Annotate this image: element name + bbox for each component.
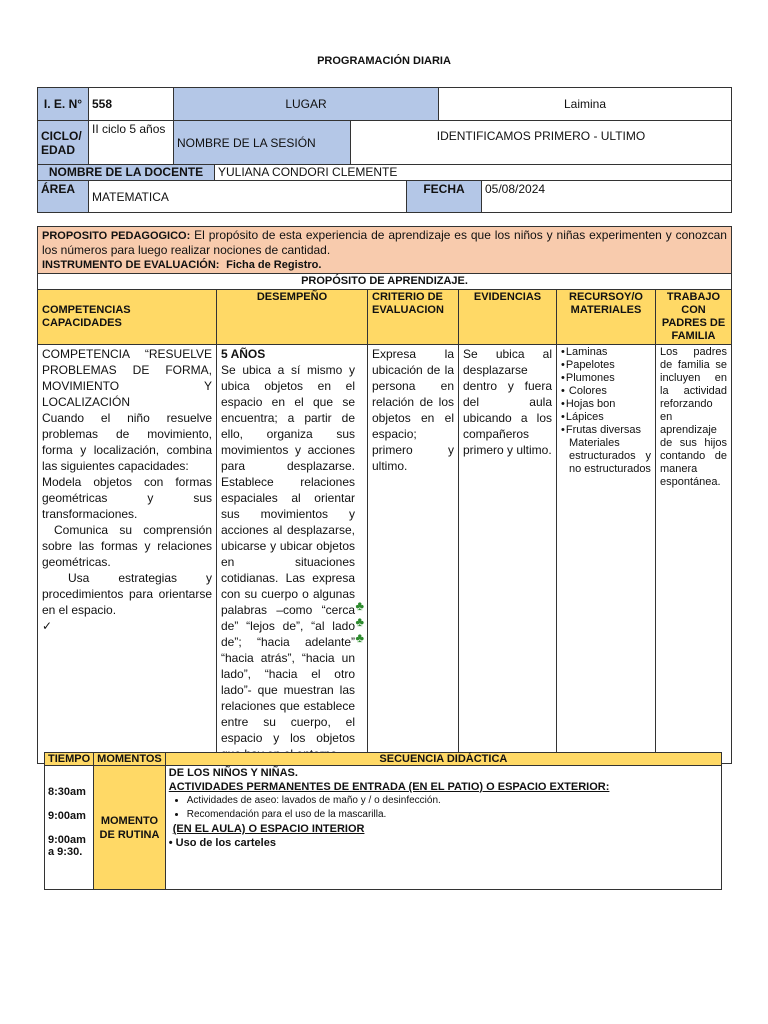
col-momentos: MOMENTOS xyxy=(94,753,166,766)
sesion-label: NOMBRE DE LA SESIÓN xyxy=(174,121,351,165)
seq-bullet-3-text: Uso de los carteles xyxy=(175,837,276,849)
clover-icon: ♣ xyxy=(355,613,365,629)
recurso-item: • Colores xyxy=(569,385,651,398)
recurso-item: • Papelotes xyxy=(569,359,651,372)
seq-bullet: • Actividades de aseo: lavados de maño y / o desinfección. xyxy=(187,794,718,808)
seq-list-1 xyxy=(169,794,718,822)
check-icon: ✓ xyxy=(42,619,53,633)
docente-label: NOMBRE DE LA DOCENTE xyxy=(38,165,215,181)
recurso-item: Materiales estructurados y no estructurados xyxy=(569,437,651,475)
recurso-item: • Hojas bon xyxy=(569,398,651,411)
ciclo-label: CICLO/ EDAD xyxy=(38,121,89,165)
capacidad-3: Usa estrategias y procedimientos para orientarse en el espacio. xyxy=(42,571,212,617)
recursos-cell xyxy=(557,345,656,764)
competencia-intro: Cuando el niño resuelve problemas de movimiento, forma y localización, combina las siguientes capacidades: xyxy=(42,411,212,473)
docente-row xyxy=(37,164,732,181)
col-recursos: RECURSOY/O MATERIALES xyxy=(557,290,656,345)
capacidad-1: Modela objetos con formas geométricas y sus transformaciones. xyxy=(42,475,212,521)
ciclo-value: II ciclo 5 años xyxy=(89,121,174,165)
area-row xyxy=(37,180,732,213)
lugar-label: LUGAR xyxy=(174,88,439,121)
criterio-cell: Expresa la ubicación de la persona en relación de los objetos en el espacio; primero y ultimo. xyxy=(368,345,459,764)
sequence-table xyxy=(44,752,722,890)
col-competencias: COMPETENCIAS CAPACIDADES xyxy=(38,290,217,345)
fecha-label: FECHA xyxy=(407,181,482,213)
pedagogico-label: PROPOSITO PEDAGOGICO: xyxy=(42,230,191,242)
recurso-item: • Lápices xyxy=(569,411,651,424)
edad-label: 5 AÑOS xyxy=(221,347,266,361)
seq-line-2: ACTIVIDADES PERMANENTES DE ENTRADA (EN EL PATIO) O ESPACIO EXTERIOR: xyxy=(168,781,610,793)
recurso-item: • Laminas xyxy=(569,346,651,359)
seq-line-3: (EN EL AULA) O ESPACIO INTERIOR xyxy=(172,823,365,835)
col-trabajo: TRABAJO CON PADRES DE FAMILIA xyxy=(656,290,732,345)
recursos-list xyxy=(561,346,651,437)
time-3: 9:00am a 9:30. xyxy=(48,834,86,858)
seq-line-1: DE LOS NIÑOS Y NIÑAS. xyxy=(168,767,298,779)
fecha-value: 05/08/2024 xyxy=(482,181,732,213)
page-title: PROGRAMACIÓN DIARIA xyxy=(317,55,451,67)
pedagogico-text: El propósito de esta experiencia de aprendizaje es que los niños y niñas experimenten y conozcan los números para luego realizar nociones de cantidad. xyxy=(42,228,727,257)
competencia-cell xyxy=(38,345,217,764)
docente-value: YULIANA CONDORI CLEMENTE xyxy=(215,165,732,181)
recurso-item: • Frutas diversas xyxy=(569,424,651,437)
secuencia-cell xyxy=(165,766,721,890)
seq-bullet: • Recomendación para el uso de la mascarilla. xyxy=(187,808,718,822)
clover-icon: ♣ xyxy=(355,597,365,613)
proposito-cell xyxy=(38,227,732,274)
evidencias-cell: Se ubica al desplazarse dentro y fuera del aula ubicando a los compañeros primero y ultimo. xyxy=(459,345,557,764)
aprendizaje-title: PROPÓSITO DE APRENDIZAJE. xyxy=(38,274,732,290)
ie-label: I. E. N° xyxy=(38,88,89,121)
momento-cell: MOMENTO DE RUTINA xyxy=(94,766,166,890)
ie-value: 558 xyxy=(89,88,174,121)
col-desempeno: DESEMPEÑO xyxy=(217,290,368,345)
area-value: MATEMATICA xyxy=(89,181,407,213)
lugar-value: Laimina xyxy=(439,88,732,121)
sesion-value: IDENTIFICAMOS PRIMERO - ULTIMO xyxy=(351,121,732,165)
area-label: ÁREA xyxy=(38,181,89,213)
purpose-table xyxy=(37,226,732,764)
time-2: 9:00am xyxy=(48,810,86,822)
col-evidencias: EVIDENCIAS xyxy=(459,290,557,345)
recurso-item: • Plumones xyxy=(569,372,651,385)
clover-icon: ♣ xyxy=(355,629,365,645)
desempeno-text: Se ubica a sí mismo y ubica objetos en el espacio en el que se encuentra; a partir de ello, organiza sus movimientos y acciones para desplazarse. Establece relaciones espaciales al orientar sus movimientos y acciones al desplazarse, ubicarse y ubicar objetos en situaciones cotidianas. Las expresa con su cuerpo o algunas palabras –como “cerca de” “lejos de”, “al lado de”; “hacia adelante” “hacia atrás”, “hacia un lado”, “hacia el otro lado”- que muestran las relaciones que establece entre su cuerpo, el espacio y los objetos que hay en el entorno. xyxy=(221,363,355,761)
col-secuencia: SECUENCIA DIDÁCTICA xyxy=(165,753,721,766)
ciclo-row xyxy=(37,120,732,165)
desempeno-cell xyxy=(217,345,368,764)
instrumento-value: Ficha de Registro. xyxy=(226,259,322,271)
trabajo-cell: Los padres de familia se incluyen en la actividad reforzando en aprendizaje de sus hijos contando de manera espontánea. xyxy=(656,345,732,764)
competencia-title: COMPETENCIA “RESUELVE PROBLEMAS DE FORMA, MOVIMIENTO Y LOCALIZACIÓN xyxy=(42,347,212,409)
capacidad-2: Comunica su comprensión sobre las formas y relaciones geométricas. xyxy=(42,523,212,569)
header-table xyxy=(37,87,732,121)
time-1: 8:30am xyxy=(48,786,86,798)
seq-bullet-3: • Uso de los carteles xyxy=(168,837,276,849)
col-tiempo: TIEMPO xyxy=(45,753,94,766)
tiempo-cell xyxy=(45,766,94,890)
instrumento-label: INSTRUMENTO DE EVALUACIÓN: xyxy=(42,259,220,271)
col-criterio: CRITERIO DE EVALUACION xyxy=(368,290,459,345)
